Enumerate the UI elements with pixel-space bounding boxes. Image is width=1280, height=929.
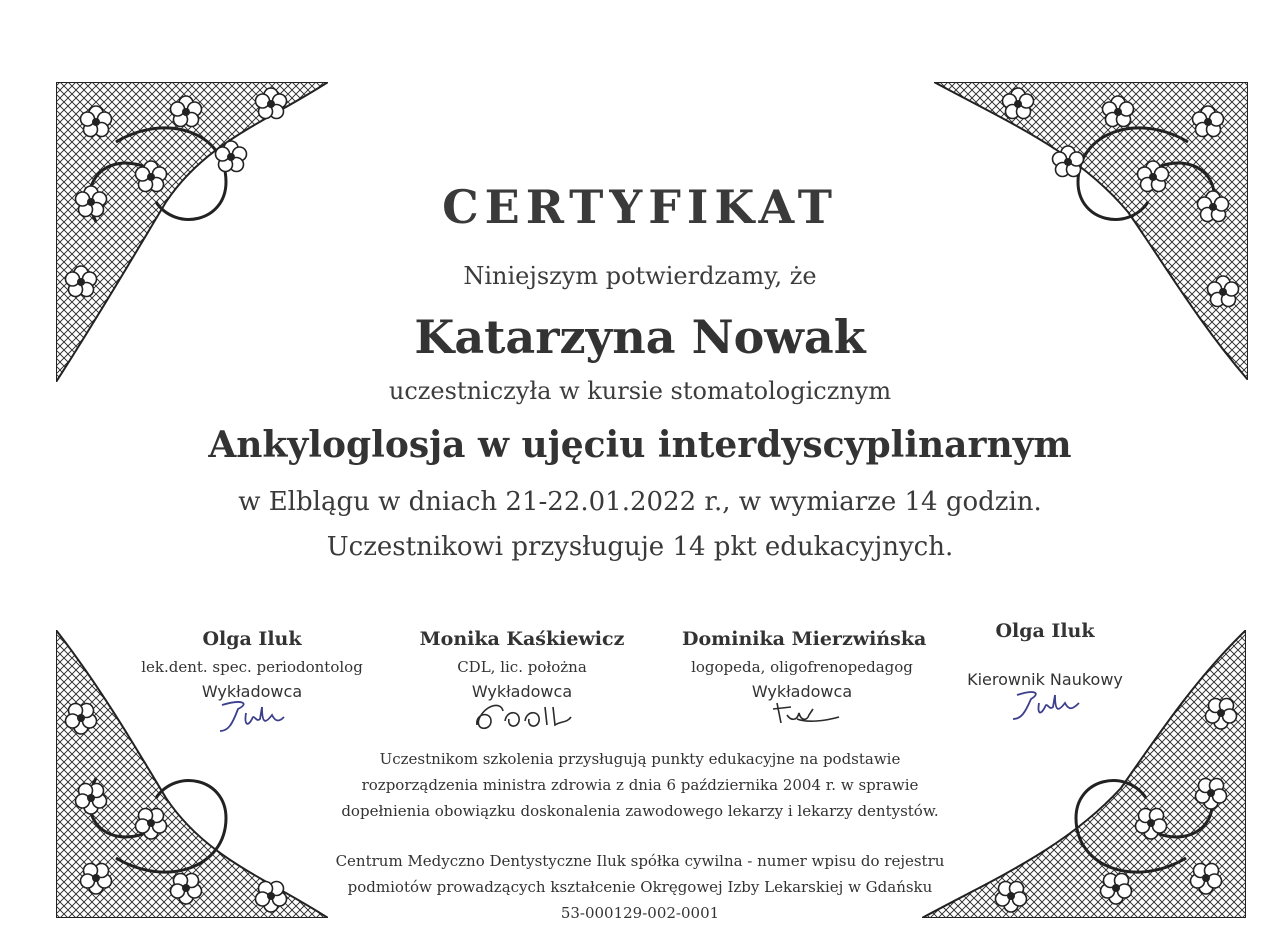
legal-note-line: rozporządzenia ministra zdrowia z dnia 6 października 2004 r. w sprawie — [361, 776, 919, 794]
signatory-name: Dominika Mierzwińska — [682, 628, 927, 650]
certificate-intro: Niniejszym potwierdzamy, że — [463, 262, 817, 290]
legal-note — [240, 746, 1040, 824]
signatory-name: Olga Iluk — [995, 620, 1095, 642]
course-title: Ankyloglosja w ujęciu interdyscyplinarnym — [208, 424, 1072, 466]
signatory-name: Olga Iluk — [202, 628, 302, 650]
signatory-title: CDL, lic. położna — [457, 658, 587, 676]
signatory-name: Monika Kaśkiewicz — [419, 628, 625, 650]
signatory-title — [925, 650, 1165, 664]
organizer-note — [240, 848, 1040, 926]
recipient-name: Katarzyna Nowak — [414, 310, 866, 364]
legal-note-line: dopełnienia obowiązku doskonalenia zawodowego lekarzy i lekarzy dentystów. — [341, 802, 939, 820]
certificate-title: CERTYFIKAT — [442, 180, 838, 234]
handwritten-signature — [995, 683, 1095, 725]
signatory-block — [402, 628, 642, 735]
course-details: w Elblągu w dniach 21-22.01.2022 r., w wymiarze 14 godzin. — [238, 487, 1042, 517]
organizer-note-line: podmiotów prowadzących kształcenie Okręgowej Izby Lekarskiej w Gdańsku — [347, 878, 933, 896]
signatory-function: Wykładowca — [751, 682, 853, 701]
signatory-function: Wykładowca — [201, 682, 303, 701]
handwritten-signature — [457, 695, 587, 735]
signatory-block — [682, 628, 927, 731]
organizer-note-line: Centrum Medyczno Dentystyczne Iluk spółka cywilna - numer wpisu do rejestru — [335, 852, 945, 870]
signatory-title: logopeda, oligofrenopedagog — [691, 658, 913, 676]
education-points: Uczestnikowi przysługuje 14 pkt edukacyjnych. — [326, 532, 954, 562]
participation-text: uczestniczyła w kursie stomatologicznym — [388, 377, 892, 405]
signatory-function: Kierownik Naukowy — [967, 670, 1123, 689]
signatory-function: Wykładowca — [471, 682, 573, 701]
signatory-title: lek.dent. spec. periodontolog — [141, 658, 363, 676]
signatory-block — [132, 628, 372, 737]
registry-number: 53-000129-002-0001 — [560, 904, 720, 922]
signatory-block — [925, 620, 1165, 725]
legal-note-line: Uczestnikom szkolenia przysługują punkty edukacyjne na podstawie — [379, 750, 901, 768]
handwritten-signature — [202, 695, 302, 737]
